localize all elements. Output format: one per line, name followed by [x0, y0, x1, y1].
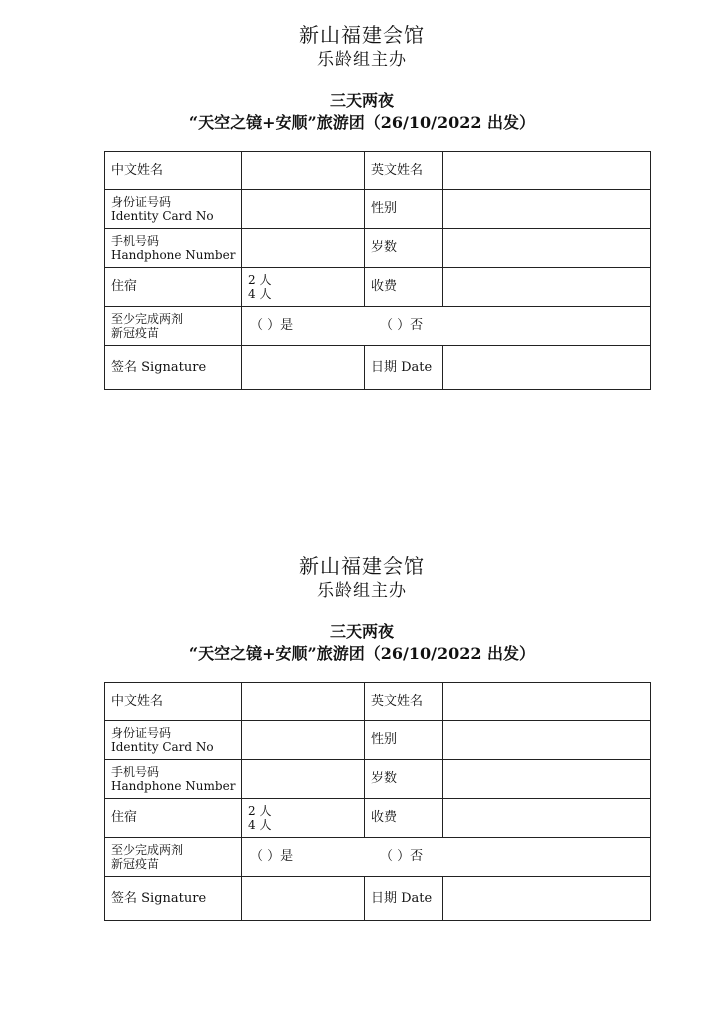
ic-label-cn: 身份证号码 [111, 726, 172, 740]
date-label: 日期 Date [365, 346, 443, 390]
lodging-option-2[interactable]: 2 人 [248, 804, 272, 818]
fee-label: 收费 [365, 268, 443, 307]
age-label: 岁数 [365, 229, 443, 268]
lodging-options[interactable] [242, 268, 365, 307]
table-row [105, 721, 651, 760]
vaccine-options [242, 838, 651, 877]
vaccine-label-line1: 至少完成两剂 [111, 312, 184, 326]
ic-field[interactable] [242, 190, 365, 229]
chinese-name-field[interactable] [242, 683, 365, 721]
table-row [105, 877, 651, 921]
vaccine-options [242, 307, 651, 346]
table-row [105, 760, 651, 799]
lodging-option-2[interactable]: 2 人 [248, 273, 272, 287]
phone-field[interactable] [242, 760, 365, 799]
vaccine-yes-option[interactable]: （ ）是 [250, 849, 294, 864]
registration-form-1 [0, 22, 724, 375]
date-field[interactable] [443, 346, 651, 390]
gender-field[interactable] [443, 721, 651, 760]
english-name-label: 英文姓名 [365, 683, 443, 721]
chinese-name-label: 中文姓名 [105, 152, 242, 190]
fee-label: 收费 [365, 799, 443, 838]
english-name-field[interactable] [443, 152, 651, 190]
gender-label: 性别 [365, 721, 443, 760]
vaccine-yes-option[interactable]: （ ）是 [250, 318, 294, 333]
ic-label-en: Identity Card No [111, 740, 214, 754]
vaccine-label [105, 307, 242, 346]
fee-field[interactable] [443, 799, 651, 838]
ic-label [105, 190, 242, 229]
registration-table [104, 151, 651, 390]
table-row [105, 190, 651, 229]
vaccine-no-option[interactable]: （ ）否 [380, 849, 424, 864]
lodging-options[interactable] [242, 799, 365, 838]
phone-label-cn: 手机号码 [111, 765, 160, 779]
date-field[interactable] [443, 877, 651, 921]
organization-name: 新山福建会馆 [299, 554, 425, 578]
table-row [105, 838, 651, 877]
organization-name: 新山福建会馆 [299, 23, 425, 47]
registration-table [104, 682, 651, 921]
fee-field[interactable] [443, 268, 651, 307]
vaccine-no-option[interactable]: （ ）否 [380, 318, 424, 333]
table-row [105, 346, 651, 390]
ic-field[interactable] [242, 721, 365, 760]
date-label: 日期 Date [365, 877, 443, 921]
gender-label: 性别 [365, 190, 443, 229]
age-field[interactable] [443, 760, 651, 799]
table-row [105, 268, 651, 307]
ic-label [105, 721, 242, 760]
vaccine-label [105, 838, 242, 877]
chinese-name-field[interactable] [242, 152, 365, 190]
age-label: 岁数 [365, 760, 443, 799]
organizer-line: 乐龄组主办 [317, 50, 407, 70]
phone-label-cn: 手机号码 [111, 234, 160, 248]
chinese-name-label: 中文姓名 [105, 683, 242, 721]
trip-title-duration: 三天两夜 [329, 91, 394, 110]
lodging-option-4[interactable]: 4 人 [248, 287, 272, 301]
ic-label-en: Identity Card No [111, 209, 214, 223]
trip-title-name: “天空之镜+安顺”旅游团（26/10/2022 出发） [188, 113, 536, 132]
table-row [105, 229, 651, 268]
table-row [105, 152, 651, 190]
lodging-option-4[interactable]: 4 人 [248, 818, 272, 832]
age-field[interactable] [443, 229, 651, 268]
gender-field[interactable] [443, 190, 651, 229]
signature-label: 签名 Signature [105, 877, 242, 921]
english-name-field[interactable] [443, 683, 651, 721]
trip-title-duration: 三天两夜 [329, 622, 394, 641]
table-row [105, 683, 651, 721]
vaccine-label-line2: 新冠疫苗 [111, 857, 160, 871]
phone-label [105, 229, 242, 268]
vaccine-label-line1: 至少完成两剂 [111, 843, 184, 857]
lodging-label: 住宿 [105, 799, 242, 838]
phone-label [105, 760, 242, 799]
table-row [105, 307, 651, 346]
ic-label-cn: 身份证号码 [111, 195, 172, 209]
vaccine-label-line2: 新冠疫苗 [111, 326, 160, 340]
organizer-line: 乐龄组主办 [317, 581, 407, 601]
trip-title-name: “天空之镜+安顺”旅游团（26/10/2022 出发） [188, 644, 536, 663]
phone-label-en: Handphone Number [111, 779, 236, 793]
english-name-label: 英文姓名 [365, 152, 443, 190]
signature-label: 签名 Signature [105, 346, 242, 390]
lodging-label: 住宿 [105, 268, 242, 307]
registration-form-2 [0, 553, 724, 906]
phone-field[interactable] [242, 229, 365, 268]
signature-field[interactable] [242, 877, 365, 921]
phone-label-en: Handphone Number [111, 248, 236, 262]
table-row [105, 799, 651, 838]
signature-field[interactable] [242, 346, 365, 390]
